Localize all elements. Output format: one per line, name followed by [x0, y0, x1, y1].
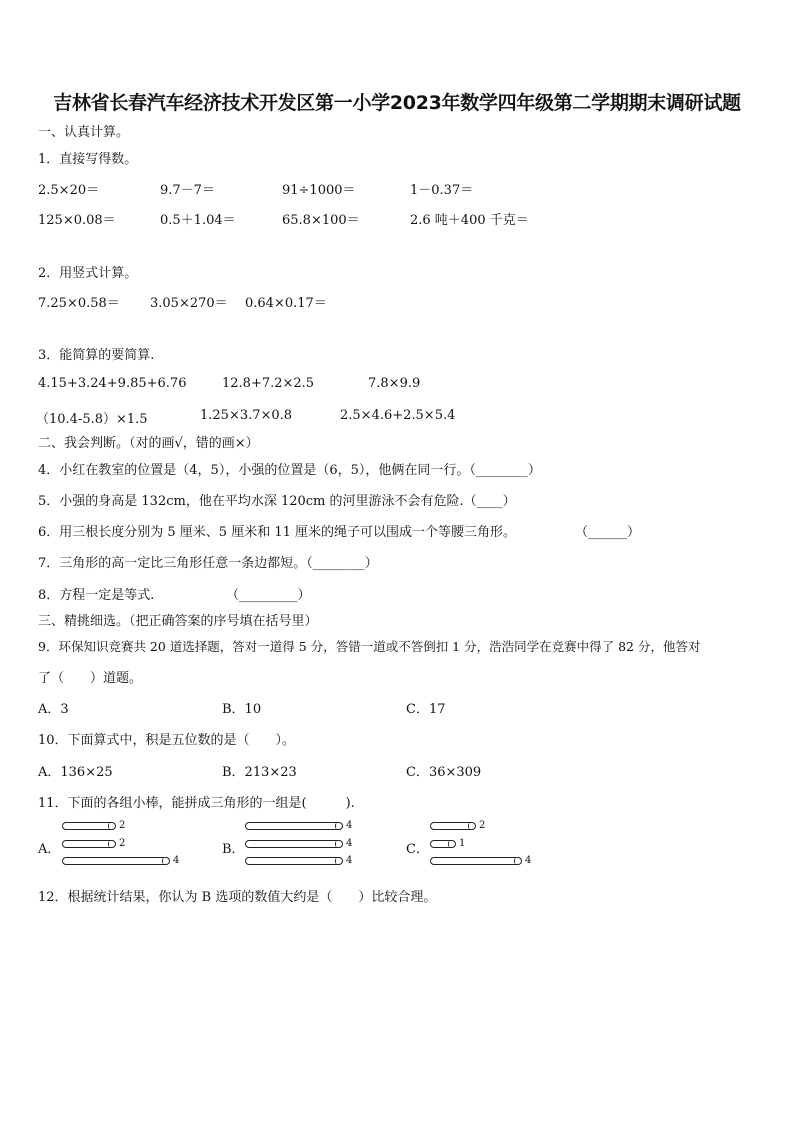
q4-text: 4．小红在教室的位置是（4，5），小强的位置是（6，5），他俩在同一行。（________）: [38, 463, 541, 478]
section-2-heading: 二、我会判断。（对的画√，错的画×）: [38, 436, 259, 451]
q3-item: 1.25×3.7×0.8: [200, 408, 293, 423]
stick-length: 4: [525, 855, 532, 866]
q8-text: 8．方程一定是等式.: [38, 588, 155, 603]
q12-text: 12．根据统计结果，你认为 B 选项的数值大约是（ ）比较合理。: [38, 890, 437, 905]
stick-row: [62, 838, 142, 852]
q2-item: 3.05×270＝: [150, 296, 228, 311]
q10-label: 10．下面算式中，积是五位数的是（ ）。: [38, 733, 296, 748]
q11-option-b-label: B．: [222, 842, 245, 857]
q2-label: 2．用竖式计算。: [38, 266, 138, 281]
q9-text-cont: 了（ ）道题。: [38, 671, 143, 686]
q2-item: 7.25×0.58＝: [38, 296, 120, 311]
stick: [62, 840, 116, 848]
q3-item: 12.8+7.2×2.5: [222, 376, 315, 391]
section-3-heading: 三、精挑细选。（把正确答案的序号填在括号里）: [38, 614, 318, 629]
stick-row: [430, 855, 535, 869]
q10-option-b: B．213×23: [222, 765, 297, 780]
q1-item: 2.6 吨＋400 千克＝: [410, 213, 529, 228]
q8-answer-blank: （_________）: [226, 588, 311, 603]
stick-length: 2: [119, 820, 126, 831]
stick-length: 4: [173, 855, 180, 866]
stick-length: 4: [346, 855, 353, 866]
q2-item: 0.64×0.17＝: [245, 296, 327, 311]
stick: [245, 822, 343, 830]
stick: [245, 840, 343, 848]
stick: [62, 857, 170, 865]
stick-length: 4: [346, 838, 353, 849]
q6-text: 6．用三根长度分别为 5 厘米、5 厘米和 11 厘米的绳子可以围成一个等腰三角形。: [38, 525, 517, 540]
q1-item: 65.8×100＝: [282, 213, 360, 228]
stick-length: 2: [119, 838, 126, 849]
q9-option-b: B．10: [222, 702, 262, 717]
q3-item: 2.5×4.6+2.5×5.4: [340, 408, 456, 423]
q9-text: 9．环保知识竞赛共 20 道选择题，答对一道得 5 分，答错一道或不答倒扣 1 分，浩浩同学在竞赛中得了 82 分，他答对: [38, 639, 701, 654]
stick-row: [430, 838, 470, 852]
q11-label: 11．下面的各组小棒，能拼成三角形的一组是( ).: [38, 796, 355, 811]
stick-length: 4: [346, 820, 353, 831]
q3-item: 4.15+3.24+9.85+6.76: [38, 376, 187, 391]
q5-text: 5．小强的身高是 132cm，他在平均水深 120cm 的河里游泳不会有危险.（____）: [38, 494, 516, 509]
q10-option-a: A．136×25: [38, 765, 113, 780]
q6-answer-blank: （______）: [575, 525, 641, 540]
stick-length: 1: [459, 838, 466, 849]
stick-row: [430, 820, 490, 834]
stick: [245, 857, 343, 865]
stick-row: [62, 855, 182, 869]
q3-label: 3．能简算的要简算.: [38, 348, 155, 363]
q1-item: 2.5×20＝: [38, 183, 100, 198]
q1-item: 0.5＋1.04＝: [160, 213, 236, 228]
q1-item: 9.7－7＝: [160, 183, 215, 198]
q11-option-c-label: C．: [406, 842, 429, 857]
stick: [430, 840, 456, 848]
page-title: 吉林省长春汽车经济技术开发区第一小学2023年数学四年级第二学期期末调研试题: [53, 92, 741, 114]
stick-length: 2: [479, 820, 486, 831]
q1-item: 125×0.08＝: [38, 213, 116, 228]
stick: [430, 857, 522, 865]
stick-row: [245, 820, 355, 834]
q1-item: 91÷1000＝: [282, 183, 356, 198]
q3-item: （10.4-5.8）×1.5: [36, 412, 148, 427]
stick-row: [245, 838, 355, 852]
q1-item: 1－0.37＝: [410, 183, 474, 198]
q10-option-c: C．36×309: [406, 765, 482, 780]
q7-text: 7．三角形的高一定比三角形任意一条边都短。（________）: [38, 556, 378, 571]
q9-option-c: C．17: [406, 702, 446, 717]
q3-item: 7.8×9.9: [368, 376, 421, 391]
stick: [62, 822, 116, 830]
q1-label: 1．直接写得数。: [38, 152, 138, 167]
stick-row: [245, 855, 355, 869]
stick-row: [62, 820, 142, 834]
q11-option-a-label: A．: [38, 842, 61, 857]
q9-option-a: A．3: [38, 702, 69, 717]
section-1-heading: 一、认真计算。: [38, 125, 130, 140]
stick: [430, 822, 476, 830]
